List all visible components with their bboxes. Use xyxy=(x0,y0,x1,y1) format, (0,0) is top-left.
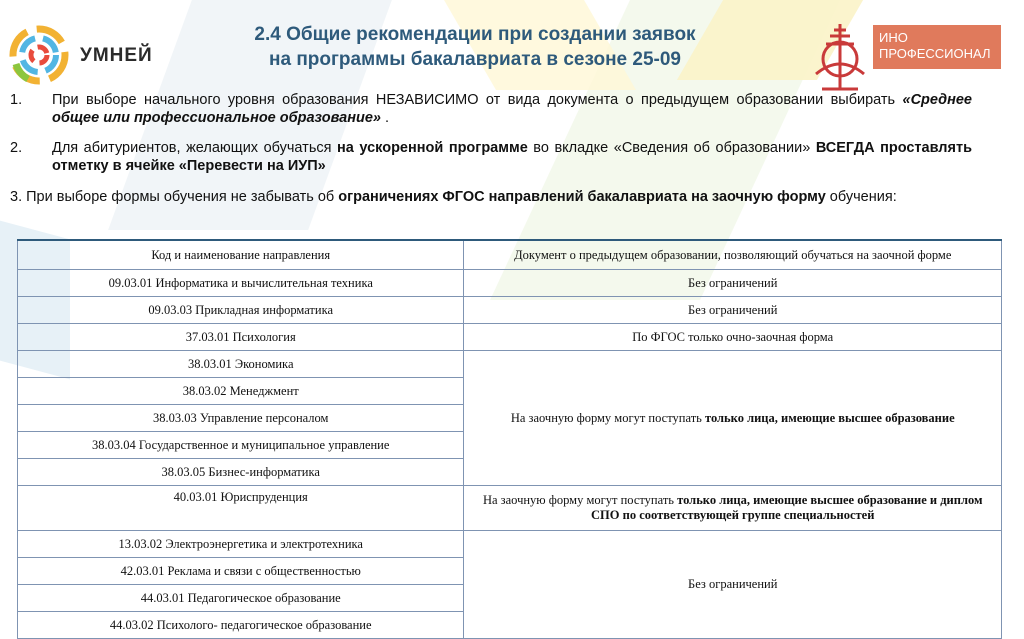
table-cell: Без ограничений xyxy=(464,270,1002,297)
table-cell: По ФГОС только очно-заочная форма xyxy=(464,324,1002,351)
table-cell: 44.03.01 Педагогическое образование xyxy=(18,585,464,612)
table-header-cell: Документ о предыдущем образовании, позволяющий обучаться на заочной форме xyxy=(464,240,1002,270)
ino-badge: ИНО ПРОФЕССИОНАЛ xyxy=(873,25,1001,69)
table-row xyxy=(18,324,1002,351)
table-row xyxy=(18,351,1002,378)
table-cell: 38.03.02 Менеджмент xyxy=(18,378,464,405)
table-cell: 38.03.01 Экономика xyxy=(18,351,464,378)
table-cell-merged: Без ограничений xyxy=(464,531,1002,639)
table-cell: 13.03.02 Электроэнергетика и электротехника xyxy=(18,531,464,558)
table-cell: 09.03.01 Информатика и вычислительная техника xyxy=(18,270,464,297)
table-cell: Без ограничений xyxy=(464,297,1002,324)
paragraph-2: 2. Для абитуриентов, желающих обучаться на ускоренной программе во вкладке «Сведения об образовании» ВСЕГДА проставлять отметку в ячейке «Перевести на ИУП» xyxy=(10,140,972,174)
table-cell: 09.03.03 Прикладная информатика xyxy=(18,297,464,324)
table-cell: 38.03.04 Государственное и муниципальное управление xyxy=(18,432,464,459)
table-cell: На заочную форму могут поступать только лица, имеющие высшее образование и диплом СПО по соответствующей группе специальностей xyxy=(464,486,1002,531)
table-row xyxy=(18,531,1002,558)
directions-table xyxy=(17,239,1002,639)
page-title: 2.4 Общие рекомендации при создании заявок на программы бакалавриата в сезоне 25-09 xyxy=(254,24,696,70)
paragraph-1: 1. При выборе начального уровня образования НЕЗАВИСИМО от вида документа о предыдущем образовании выбирать «Среднее общее или профессиональное образование» . xyxy=(10,92,972,126)
table-cell: 44.03.02 Психолого- педагогическое образование xyxy=(18,612,464,639)
table-cell: 40.03.01 Юриспруденция xyxy=(18,486,464,531)
table-row xyxy=(18,486,1002,531)
table-row xyxy=(18,270,1002,297)
table-cell: 38.03.05 Бизнес-информатика xyxy=(18,459,464,486)
table-header-cell: Код и наименование направления xyxy=(18,240,464,270)
table-cell-merged: На заочную форму могут поступать только лица, имеющие высшее образование xyxy=(464,351,1002,486)
table-row xyxy=(18,297,1002,324)
table-cell: 38.03.03 Управление персоналом xyxy=(18,405,464,432)
table-cell: 42.03.01 Реклама и связи с общественностью xyxy=(18,558,464,585)
table-cell: 37.03.01 Психология xyxy=(18,324,464,351)
table-header-row xyxy=(18,240,1002,270)
paragraph-3: 3. При выборе формы обучения не забывать об ограничениях ФГОС направлений бакалавриата на заочную форму обучения: xyxy=(10,189,897,205)
logo-name: УМНЕЙ xyxy=(80,45,153,66)
